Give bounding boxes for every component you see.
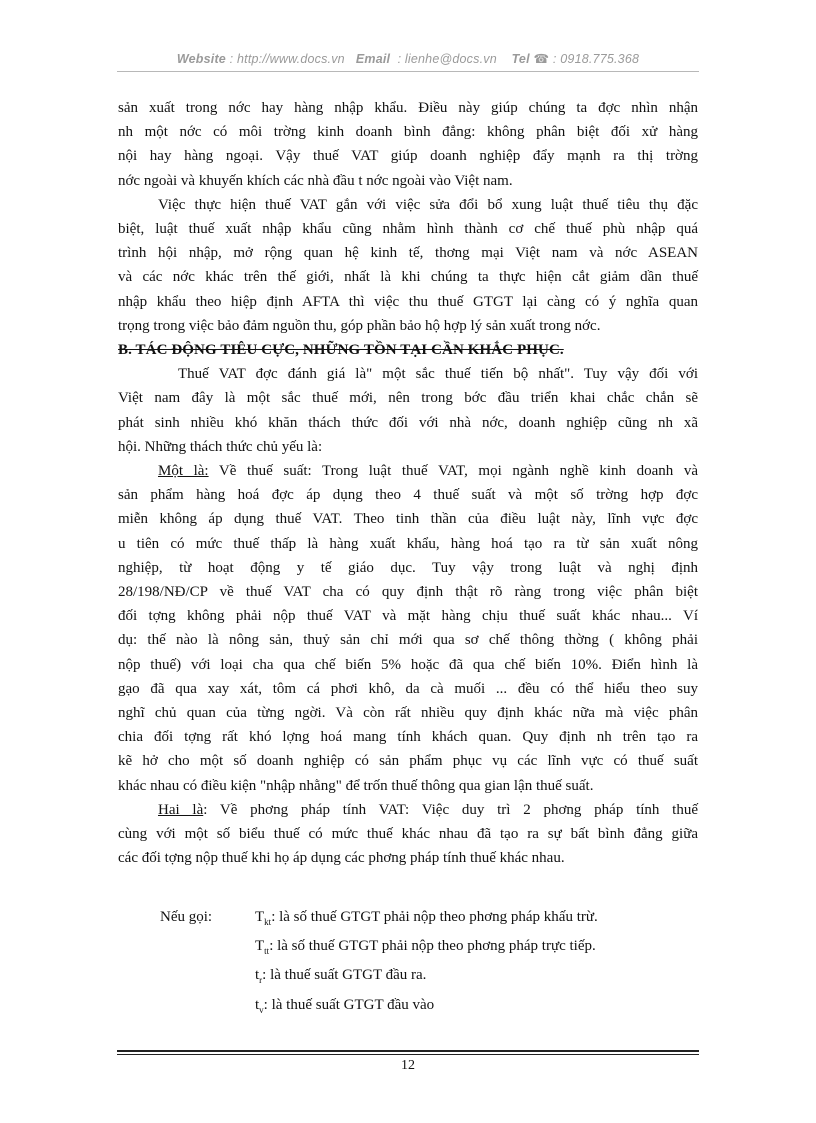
- paragraph-1: [118, 96, 698, 193]
- definition-row: [160, 934, 598, 963]
- text-line: Thuế VAT đợc đánh giá là" một sắc thuế tiến bộ nhất". Tuy vậy đối với: [178, 366, 698, 383]
- text-line: phát sinh nhiều khó khăn thách thức đối với nhà nớc, doanh nghiệp cũng nh xã: [118, 414, 698, 431]
- point-one-text: Về thuế suất: Trong luật thuế VAT, mọi ngành nghề kinh doanh và: [208, 463, 698, 480]
- document-body: [118, 96, 698, 871]
- text-line: nghiệp, từ hoạt động y tế giáo dục. Tuy vậy trong luật và nghị định: [118, 559, 698, 576]
- def-subscript: r: [259, 975, 263, 986]
- def-subscript: v: [259, 1004, 264, 1015]
- text-line: nh một nớc có môi trờng kinh doanh bình đẳng: không phân biệt đối xử hàng: [118, 124, 698, 141]
- def-symbol: t: [255, 967, 260, 984]
- text-line: Việt nam đây là một sắc thuế mới, nên trong bớc đầu triển khai chắc chắn sẽ: [118, 390, 698, 407]
- page-number: 12: [401, 1058, 415, 1073]
- tel-number: : 0918.775.368: [552, 52, 640, 66]
- definitions-lead: Nếu gọi:: [160, 909, 213, 925]
- website-url: : http://www.docs.vn: [229, 52, 345, 66]
- text-line: và các nớc khác trên thế giới, nhất là khi chúng ta thực hiện cắt giảm dần thuế: [118, 269, 698, 286]
- text-line: trình hội nhập, mở rộng quan hệ kinh tế, thơng mại Việt nam và nớc ASEAN: [118, 245, 698, 262]
- text-line: sản phẩm hàng hoá đợc áp dụng theo 4 thuế suất và một số trờng hợp đợc: [118, 487, 698, 504]
- text-line: [118, 459, 698, 483]
- text-line: nhập khẩu theo hiệp định AFTA thì việc thu thuế GTGT lại càng có ý nghĩa quan: [118, 293, 698, 310]
- paragraph-5: [118, 798, 698, 871]
- text-line: u tiên có mức thuế thấp là hàng xuất khẩu, hàng hoá tạo ra từ sản xuất nông: [118, 535, 698, 552]
- website-label: Website: [176, 52, 226, 66]
- tel-label: Tel: [511, 52, 530, 66]
- def-text: : là số thuế GTGT phải nộp theo phơng pháp trực tiếp.: [269, 938, 596, 955]
- email-label: Email: [355, 52, 391, 66]
- section-heading-b: B. TÁC ĐỘNG TIÊU CỰC, NHỮNG TỒN TẠI CẦN KHẮC PHỤC.: [118, 342, 564, 359]
- def-symbol: t: [255, 996, 260, 1013]
- text-line: biệt, luật thuế xuất nhập khẩu cũng nhằm hình thành cơ chế thuế phù nhập quá: [118, 221, 698, 238]
- text-line: Việc thực hiện thuế VAT gắn với việc sửa đổi bổ xung luật thuế tiêu thụ đặc: [158, 196, 698, 213]
- point-one-label: Một là:: [158, 463, 209, 480]
- def-text: : là thuế suất GTGT đầu ra.: [262, 967, 427, 984]
- email-address: : lienhe@docs.vn: [397, 52, 497, 66]
- definition-row: [160, 963, 598, 992]
- definition-row: [160, 993, 598, 1022]
- definitions-block: [160, 905, 598, 1022]
- text-line: cùng với một số biểu thuế có mức thuế khác nhau đã tạo ra sự bất bình đẳng giữa: [118, 826, 698, 843]
- def-subscript: tt: [264, 946, 270, 957]
- definition-row: [160, 905, 598, 934]
- phone-icon: ☎: [533, 52, 550, 66]
- text-line: sản xuất trong nớc hay hàng nhập khẩu. Điều này giúp chúng ta đợc nhìn nhận: [118, 100, 698, 116]
- paragraph-3: [118, 362, 698, 459]
- def-symbol: T: [255, 909, 265, 925]
- text-line: nội hay hàng ngoại. Vậy thuế VAT giúp doanh nghiệp đẩy mạnh ra thị trờng: [118, 148, 698, 165]
- text-line: 28/198/NĐ/CP về thuế VAT cha có quy định thật rõ ràng trong việc phân biệt: [118, 584, 698, 601]
- text-line: gạo đã qua xay xát, tôm cá phơi khô, da cà muối ... đều có thể hiểu theo suy: [118, 680, 698, 697]
- def-text: : là thuế suất GTGT đầu vào: [263, 996, 435, 1013]
- point-two-label: Hai là: [158, 801, 204, 818]
- paragraph-4: [118, 459, 698, 798]
- def-text: : là số thuế GTGT phải nộp theo phơng pháp khấu trừ.: [271, 909, 598, 925]
- text-line: nớc ngoài và khuyến khích các nhà đầu t nớc ngoài vào Việt nam.: [118, 172, 513, 189]
- text-line: hội. Những thách thức chủ yếu là:: [118, 438, 323, 455]
- text-line: đối tợng không phải nộp thuế VAT và mặt hàng chịu thuế suất khác nhau... Ví: [118, 608, 698, 625]
- text-line: trọng trong việc bảo đảm nguồn thu, góp phần bảo hộ hợp lý sản xuất trong nớc.: [118, 317, 601, 334]
- header-divider: [117, 71, 699, 72]
- footer-divider-thin: [117, 1054, 699, 1055]
- point-two-text: : Về phơng pháp tính VAT: Việc duy trì 2 phơng pháp tính thuế: [203, 801, 699, 818]
- text-line: [118, 798, 698, 822]
- text-line: nộp thuế) với loại cha qua chế biến 5% hoặc đã qua chế biến 10%. Điển hình là: [118, 656, 698, 673]
- text-line: khác nhau có điều kiện "nhập nhằng" để trốn thuế thông qua gian lận thuế suất.: [118, 777, 594, 794]
- text-line: miễn không áp dụng thuế VAT. Theo tinh thần của điều luật này, lĩnh vực đợc: [118, 511, 698, 528]
- text-line: kẽ hở cho một số doanh nghiệp có sản phẩm phục vụ các lĩnh vực có thuế suất: [118, 753, 698, 770]
- page-header: [0, 51, 816, 66]
- footer-divider-thick: [117, 1050, 699, 1052]
- text-line: chia đối tợng rất khó lợng hoá mang tính khách quan. Quy định nh trên tạo ra: [118, 729, 698, 746]
- text-line: các đối tợng nộp thuế khi họ áp dụng các phơng pháp tính thuế khác nhau.: [118, 850, 565, 867]
- text-line: dụ: thế nào là nông sản, thuỷ sản chỉ mới qua sơ chế thông thờng ( không phải: [118, 632, 698, 649]
- def-symbol: T: [255, 938, 265, 955]
- text-line: nghĩ chủ quan của từng ngời. Và còn rất nhiều quy định khác nữa mà việc phân: [118, 705, 698, 722]
- paragraph-2: [118, 193, 698, 338]
- def-subscript: kt: [264, 917, 272, 927]
